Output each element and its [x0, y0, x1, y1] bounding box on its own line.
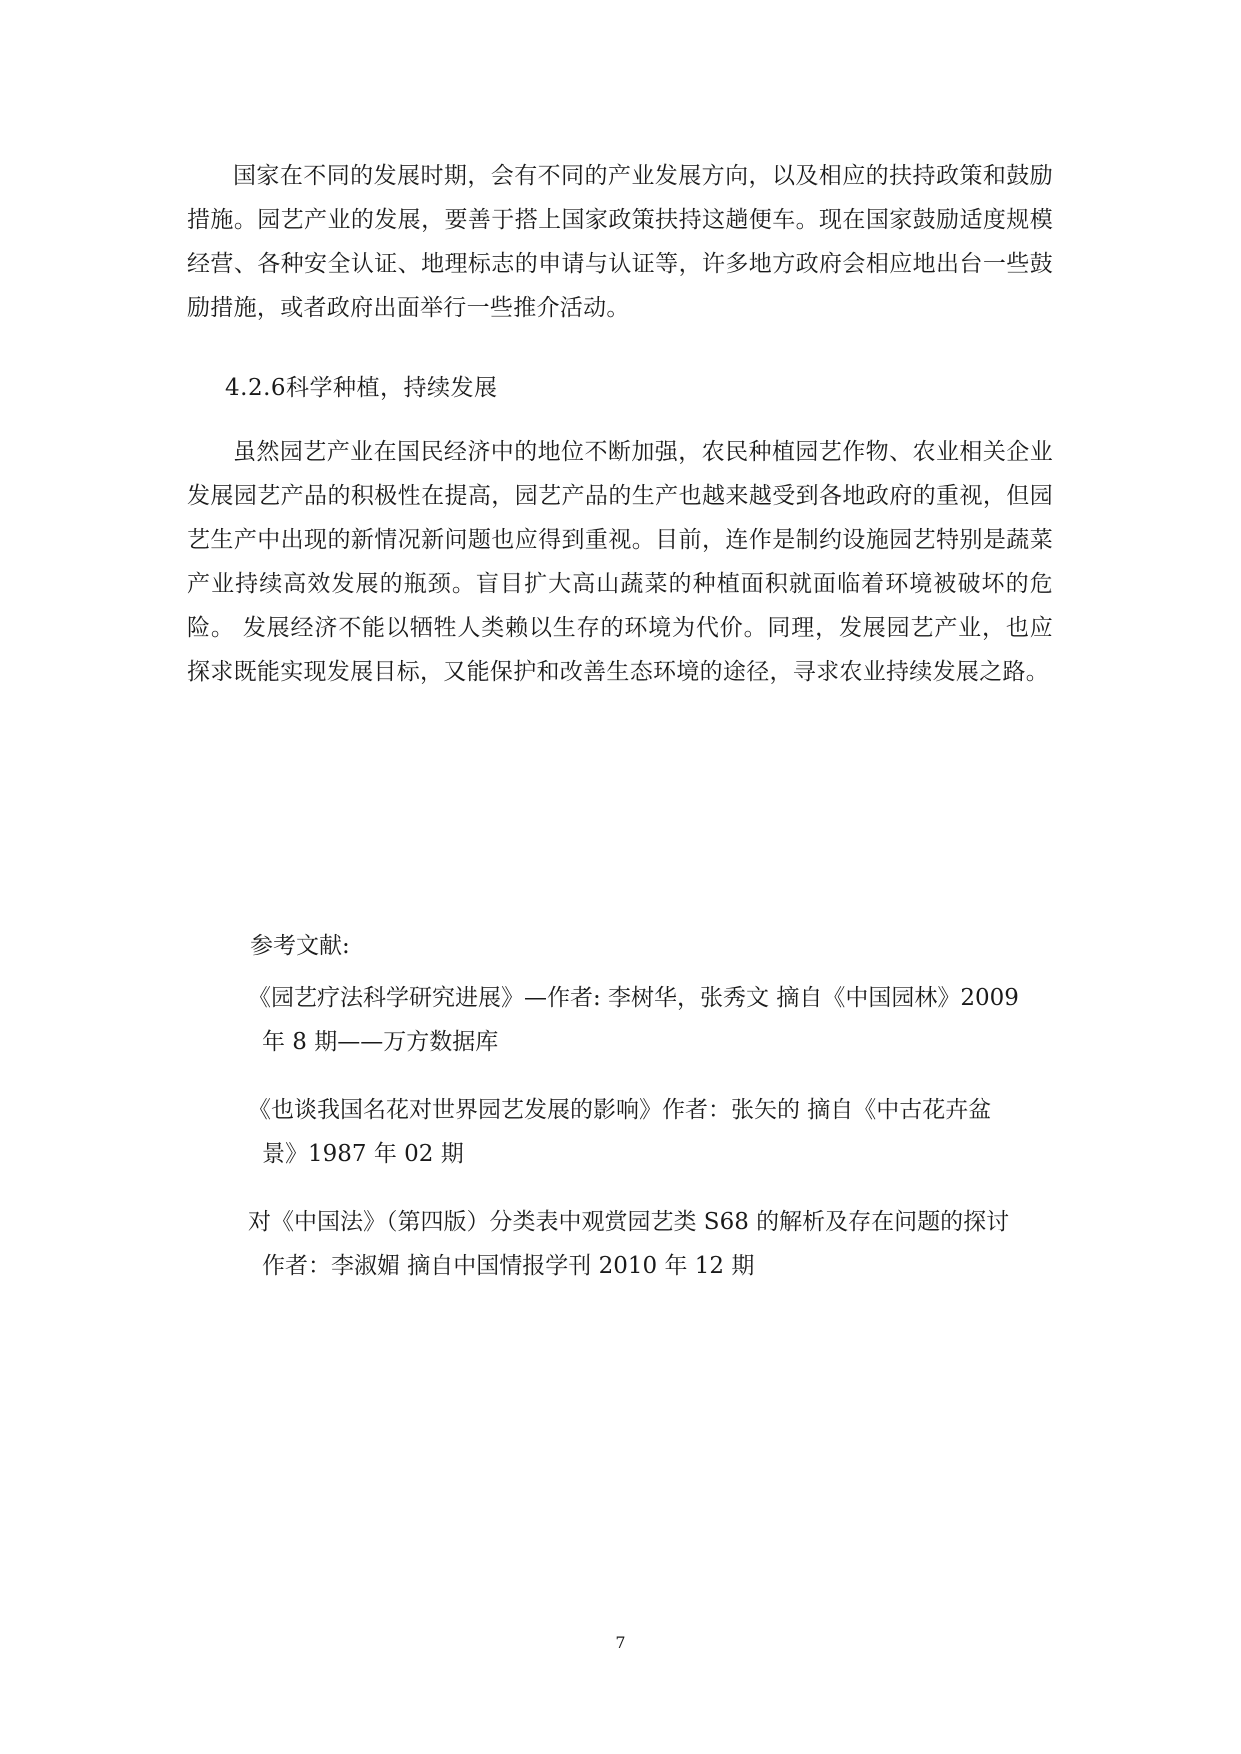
- body-paragraph-1: 国家在不同的发展时期，会有不同的产业发展方向，以及相应的扶持政策和鼓励措施。园艺产业的发展，要善于搭上国家政策扶持这趟便车。现在国家鼓励适度规模经营、各种安全认证、地理标志的申请与认证等，许多地方政府会相应地出台一些鼓励措施，或者政府出面举行一些推介活动。: [187, 163, 1053, 321]
- reference-item: [250, 976, 1060, 1064]
- reference-line-2: 景》1987 年 02 期: [262, 1141, 464, 1167]
- reference-item: [250, 1088, 1060, 1176]
- reference-line-1: 对《中国法》（第四版）分类表中观赏园艺类 S68 的解析及存在问题的探讨: [248, 1209, 1010, 1235]
- reference-line-2: 年 8 期——万方数据库: [262, 1029, 499, 1055]
- reference-line-2: 作者：李淑媚 摘自中国情报学刊 2010 年 12 期: [262, 1253, 755, 1279]
- reference-line-1: 《也谈我国名花对世界园艺发展的影响》作者：张矢的 摘自《中古花卉盆: [248, 1097, 992, 1123]
- references-title: 参考文献:: [250, 933, 350, 959]
- section-heading: 4.2.6科学种植，持续发展: [225, 375, 498, 401]
- reference-item: [250, 1200, 1060, 1288]
- page-number: 7: [615, 1633, 626, 1652]
- reference-line-1: 《园艺疗法科学研究进展》—作者: 李树华，张秀文 摘自《中国园林》2009: [248, 985, 1019, 1011]
- body-paragraph-2: 虽然园艺产业在国民经济中的地位不断加强，农民种植园艺作物、农业相关企业发展园艺产品的积极性在提高，园艺产品的生产也越来越受到各地政府的重视，但园艺生产中出现的新情况新问题也应得到重视。目前，连作是制约设施园艺特别是蔬菜产业持续高效发展的瓶颈。盲目扩大高山蔬菜的种植面积就面临着环境被破坏的危险。 发展经济不能以牺牲人类赖以生存的环境为代价。同理，发展园艺产业，也应探求既能实现发展目标，又能保护和改善生态环境的途径，寻求农业持续发展之路。: [187, 439, 1053, 685]
